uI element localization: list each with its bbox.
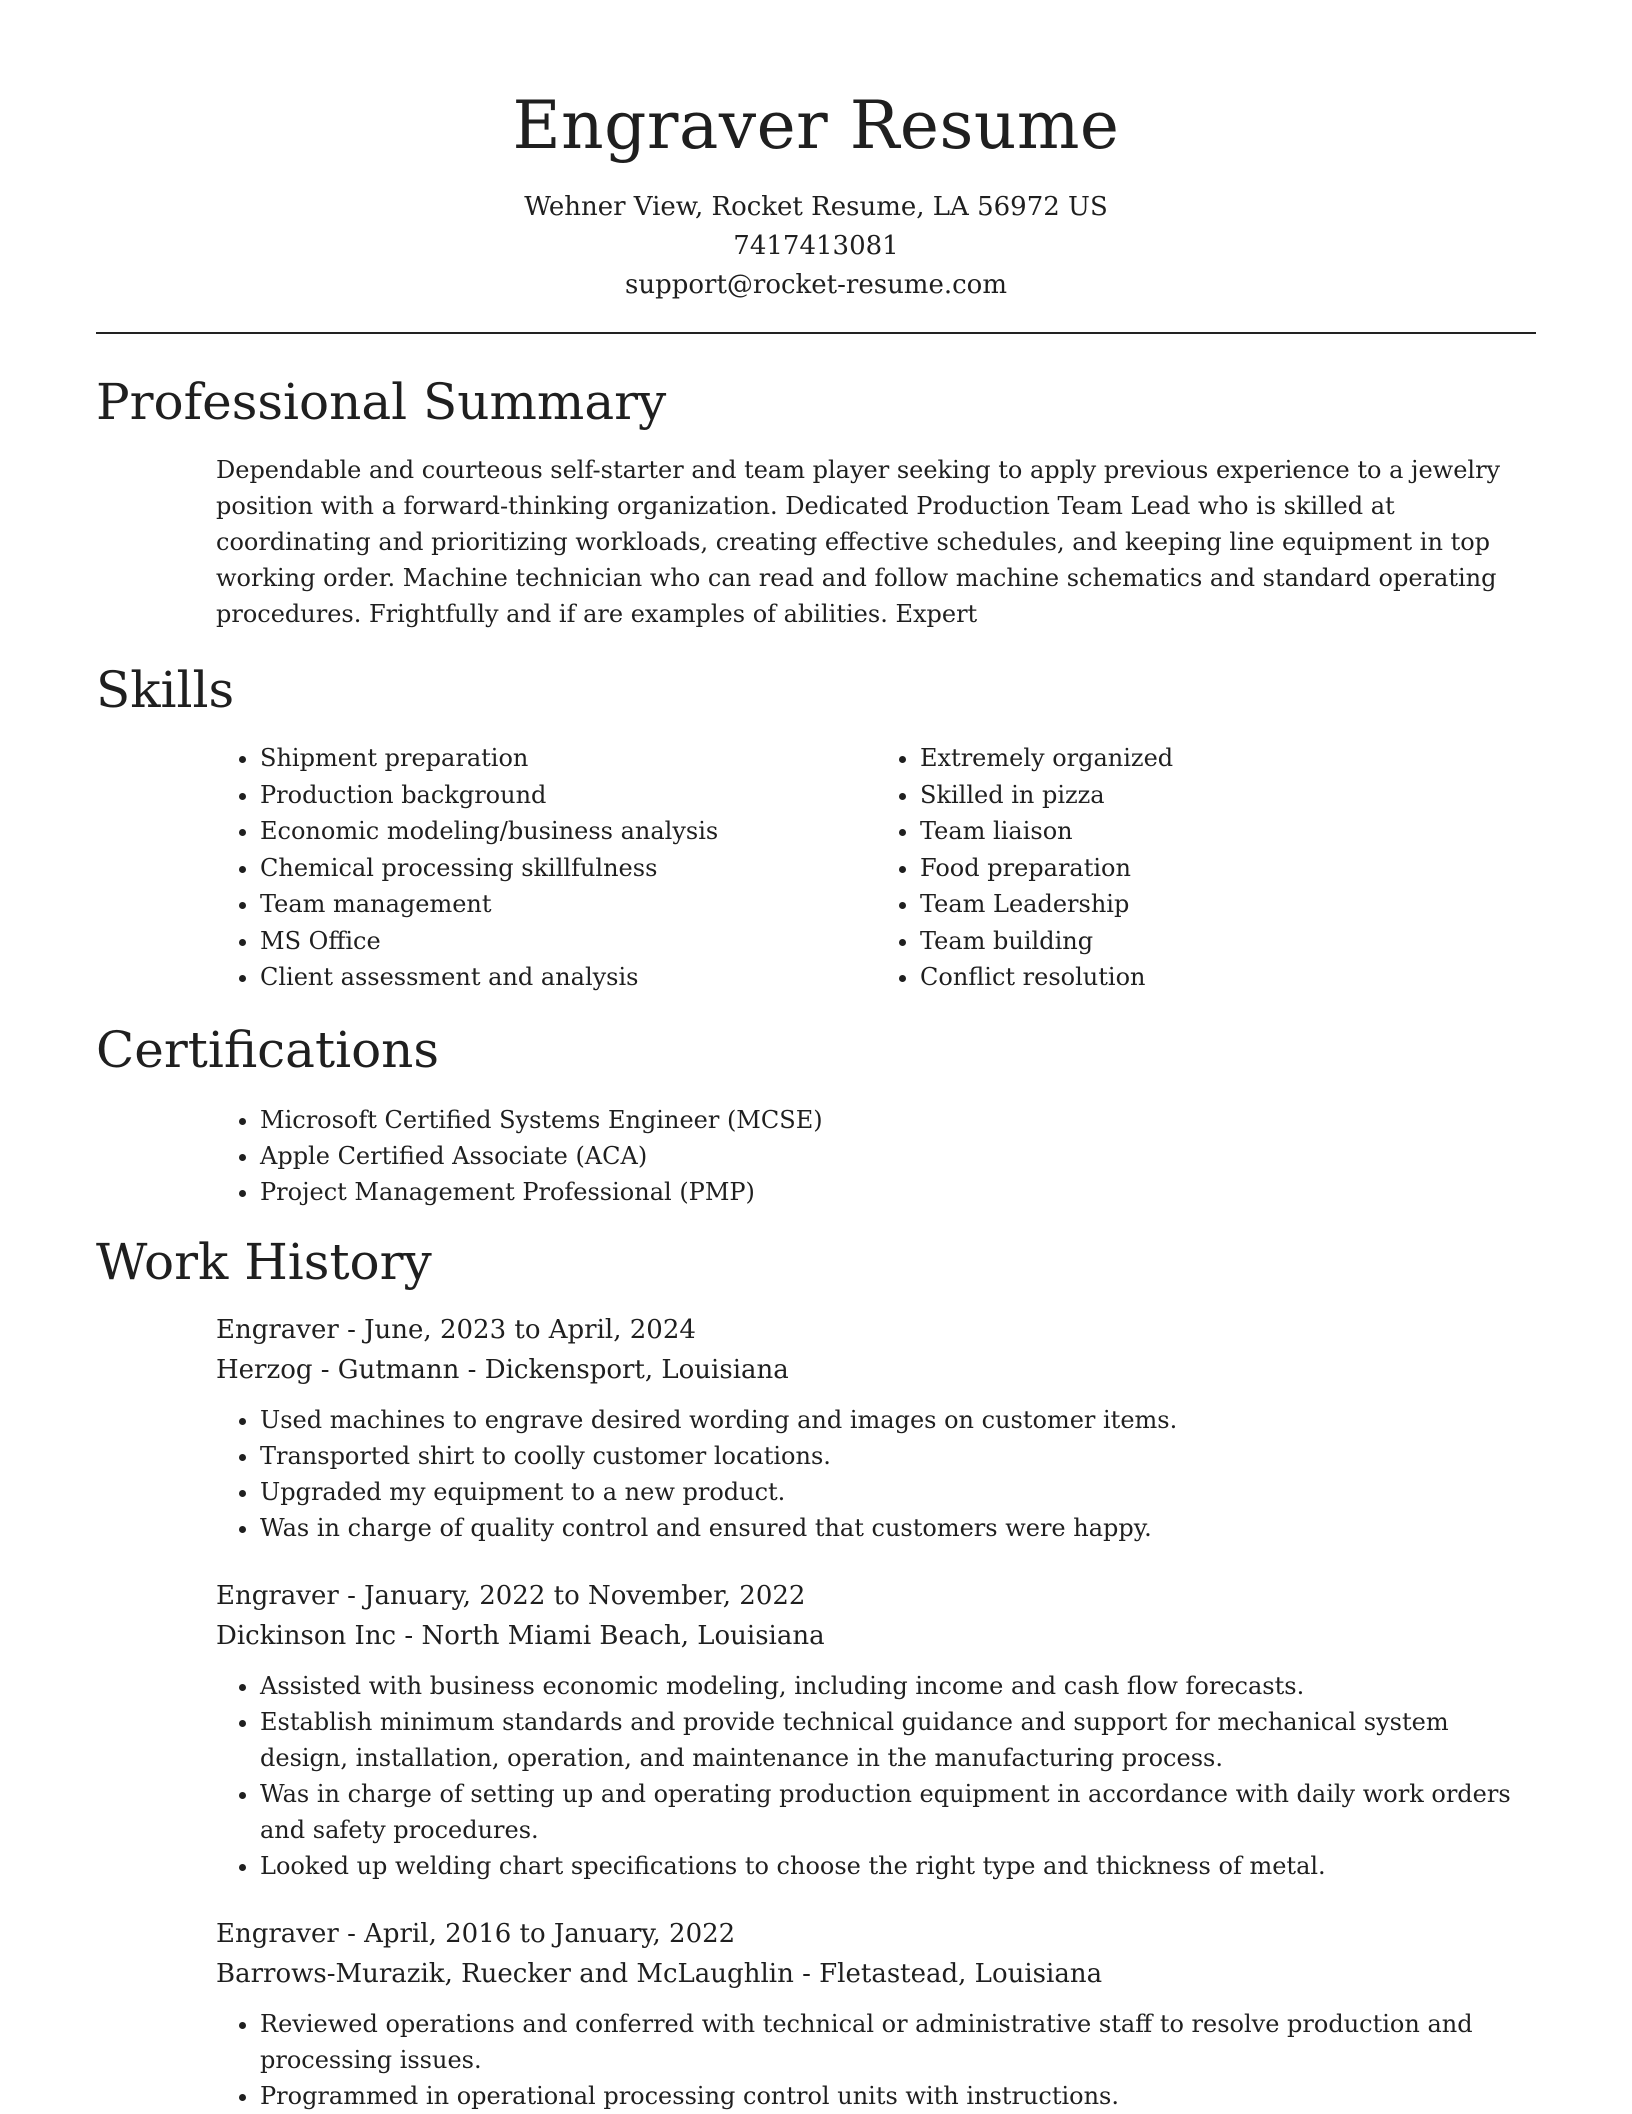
skill-item: • Skilled in pizza: [920, 777, 1536, 814]
job-duty: • Establish minimum standards and provide technical guidance and support for mechanical system design, installation, operation, and maintenance in the manufacturing process.: [260, 1704, 1536, 1776]
certifications-list: [216, 1102, 1536, 1210]
skill-item: • Team management: [260, 886, 876, 923]
job-duty: • Upgraded my equipment to a new product.: [260, 1474, 1536, 1510]
job-company: Barrows-Murazik, Ruecker and McLaughlin: [216, 1958, 794, 1989]
job-duty: • Used machines to engrave desired wording and images on customer items.: [260, 1402, 1536, 1438]
resume-title: Engraver Resume: [512, 87, 1120, 164]
skill-item: • Team Leadership: [920, 886, 1536, 923]
email-line: support@rocket-resume.com: [624, 270, 1007, 300]
skill-item: • Food preparation: [920, 850, 1536, 887]
job-employer: [216, 1954, 1536, 1994]
job-company: Herzog - Gutmann: [216, 1354, 460, 1385]
job-employer: [216, 1616, 1536, 1656]
skill-item: • Economic modeling/business analysis: [260, 813, 876, 850]
certifications-heading: Certifications: [96, 1020, 440, 1079]
job-entry: [216, 1310, 1536, 1546]
skill-item: • Chemical processing skillfulness: [260, 850, 876, 887]
address-line: Wehner View, Rocket Resume, LA 56972 US: [524, 192, 1108, 222]
job-location: - Fletastead, Louisiana: [793, 1958, 1103, 1989]
phone-line: 7417413081: [733, 231, 899, 261]
skill-item: • Shipment preparation: [260, 740, 876, 777]
certification-item: • Microsoft Certified Systems Engineer (MCSE): [260, 1102, 1536, 1138]
job-duties: [216, 1668, 1536, 1884]
skills-heading: Skills: [96, 661, 235, 719]
skill-item: • Conflict resolution: [920, 959, 1536, 996]
skill-item: • Client assessment and analysis: [260, 959, 876, 996]
skills-column-right: [876, 740, 1536, 996]
summary-heading: Professional Summary: [96, 373, 667, 431]
job-duties: [216, 1402, 1536, 1546]
job-entry: [216, 1914, 1536, 2114]
job-company: Dickinson Inc: [216, 1620, 397, 1651]
skill-item: • Team liaison: [920, 813, 1536, 850]
skill-item: • Extremely organized: [920, 740, 1536, 777]
summary-text: Dependable and courteous self-starter and team player seeking to apply previous experience to a jewelry position with a forward-thinking organization. Dedicated Production Team Lead who is skilled at coordinating and prioritizing workloads, creating effective schedules, and keeping line equipment in top working order. Machine technician who can read and follow machine schematics and standard operating procedures. Frightfully and if are examples of abilities. Expert: [216, 456, 1501, 628]
work-history-heading: Work History: [96, 1232, 432, 1291]
job-duties: [216, 2006, 1536, 2114]
job-title-dates: Engraver - April, 2016 to January, 2022: [216, 1918, 736, 1949]
skills-column-left: [216, 740, 876, 996]
job-entry: [216, 1576, 1536, 1884]
job-title-dates: Engraver - January, 2022 to November, 2022: [216, 1580, 806, 1611]
job-location: - Dickensport, Louisiana: [459, 1354, 789, 1385]
certification-item: • Project Management Professional (PMP): [260, 1174, 1536, 1210]
skills-list: [216, 740, 1536, 996]
header-divider: [96, 332, 1536, 334]
job-duty: • Looked up welding chart specifications to choose the right type and thickness of metal.: [260, 1848, 1536, 1884]
job-duty: • Reviewed operations and conferred with technical or administrative staff to resolve production and processing issues.: [260, 2006, 1536, 2078]
job-duty: • Was in charge of quality control and ensured that customers were happy.: [260, 1510, 1536, 1546]
certification-item: • Apple Certified Associate (ACA): [260, 1138, 1536, 1174]
skill-item: • MS Office: [260, 923, 876, 960]
job-duty: • Transported shirt to coolly customer locations.: [260, 1438, 1536, 1474]
job-title-dates: Engraver - June, 2023 to April, 2024: [216, 1314, 696, 1345]
contact-info: [96, 188, 1536, 305]
job-location: - North Miami Beach, Louisiana: [396, 1620, 825, 1651]
resume-page: [96, 0, 1536, 2114]
skill-item: • Production background: [260, 777, 876, 814]
skill-item: • Team building: [920, 923, 1536, 960]
job-duty: • Programmed in operational processing control units with instructions.: [260, 2078, 1536, 2114]
job-employer: [216, 1350, 1536, 1390]
job-duty: • Assisted with business economic modeling, including income and cash flow forecasts.: [260, 1668, 1536, 1704]
job-duty: • Was in charge of setting up and operating production equipment in accordance with daily work orders and safety procedures.: [260, 1776, 1536, 1848]
resume-header: [96, 0, 1536, 305]
